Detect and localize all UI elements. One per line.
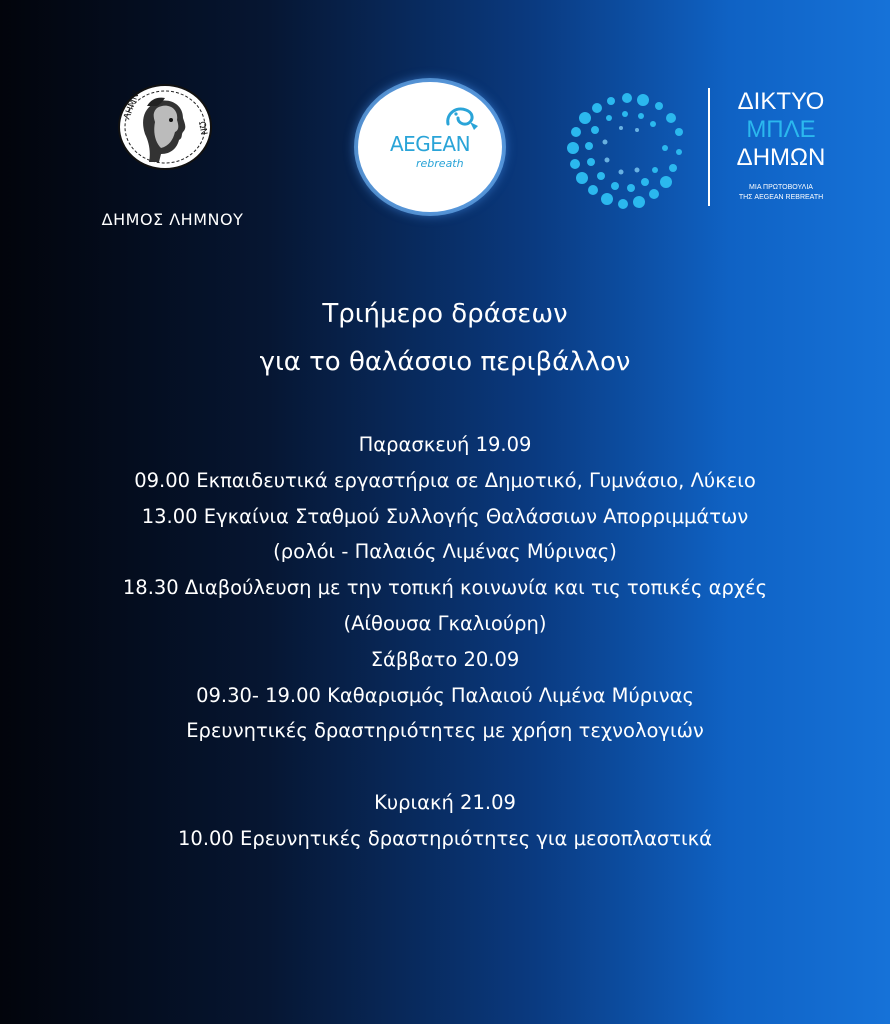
network-divider	[708, 88, 710, 206]
event-headline	[0, 290, 890, 386]
schedule-item: Ερευνητικές δραστηριότητες με χρήση τεχνολογιών	[186, 719, 704, 743]
fish-icon	[444, 104, 480, 134]
aegean-word: AEGEAN	[389, 132, 471, 156]
schedule-item-location: (ρολόι - Παλαιός Λιμένας Μύρινας)	[273, 540, 617, 564]
spacer	[0, 749, 890, 785]
network-title-line2: ΜΠΛΕ	[746, 116, 816, 143]
schedule-item: 09.30- 19.00 Καθαρισμός Παλαιού Λιμένα Μύρινας	[196, 683, 694, 707]
svg-text:ΩΝ: ΩΝ	[196, 120, 209, 136]
event-schedule	[0, 427, 890, 857]
headline-line2: για το θαλάσσιο περιβάλλον	[259, 347, 631, 377]
network-title	[722, 88, 840, 172]
schedule-item: 18.30 Διαβούλευση με την τοπική κοινωνία και τις τοπικές αρχές	[122, 576, 768, 600]
logo-row	[0, 0, 890, 240]
network-subtitle-line1: ΜΙΑ ΠΡΩΤΟΒΟΥΛΙΑ	[749, 184, 813, 191]
ancient-coin-head-icon	[113, 82, 217, 172]
municipality-name: ΔΗΜΟΣ ΛΗΜΝΟΥ	[101, 210, 244, 229]
bubble-ring-icon	[565, 90, 690, 215]
day-saturday: Σάββατο 20.09	[370, 647, 520, 671]
day-sunday: Κυριακή 21.09	[374, 790, 516, 814]
headline-line1: Τριήμερο δράσεων	[322, 299, 568, 329]
aegean-rebreath-logo	[358, 82, 502, 212]
network-title-line1: ΔΙΚΤΥΟ	[737, 88, 825, 115]
day-friday: Παρασκευή 19.09	[358, 433, 532, 456]
schedule-item: 10.00 Ερευνητικές δραστηριότητες για μεσοπλαστικά	[178, 826, 712, 850]
network-subtitle-line2: ΤΗΣ AEGEAN REBREATH	[738, 194, 824, 201]
schedule-item: 09.00 Εκπαιδευτικά εργαστήρια σε Δημοτικό, Γυμνάσιο, Λύκειο	[134, 468, 756, 492]
network-title-line3: ΔΗΜΩΝ	[736, 144, 826, 171]
schedule-item-location: (Αίθουσα Γκαλιούρη)	[343, 611, 547, 635]
network-subtitle	[722, 183, 840, 203]
aegean-subword: rebreath	[416, 157, 464, 170]
schedule-item: 13.00 Εγκαίνια Σταθμού Συλλογής Θαλάσσιων Απορριμμάτων	[141, 504, 749, 528]
svg-text:ΛΗΜΝΙ: ΛΗΜΝΙ	[122, 89, 143, 122]
